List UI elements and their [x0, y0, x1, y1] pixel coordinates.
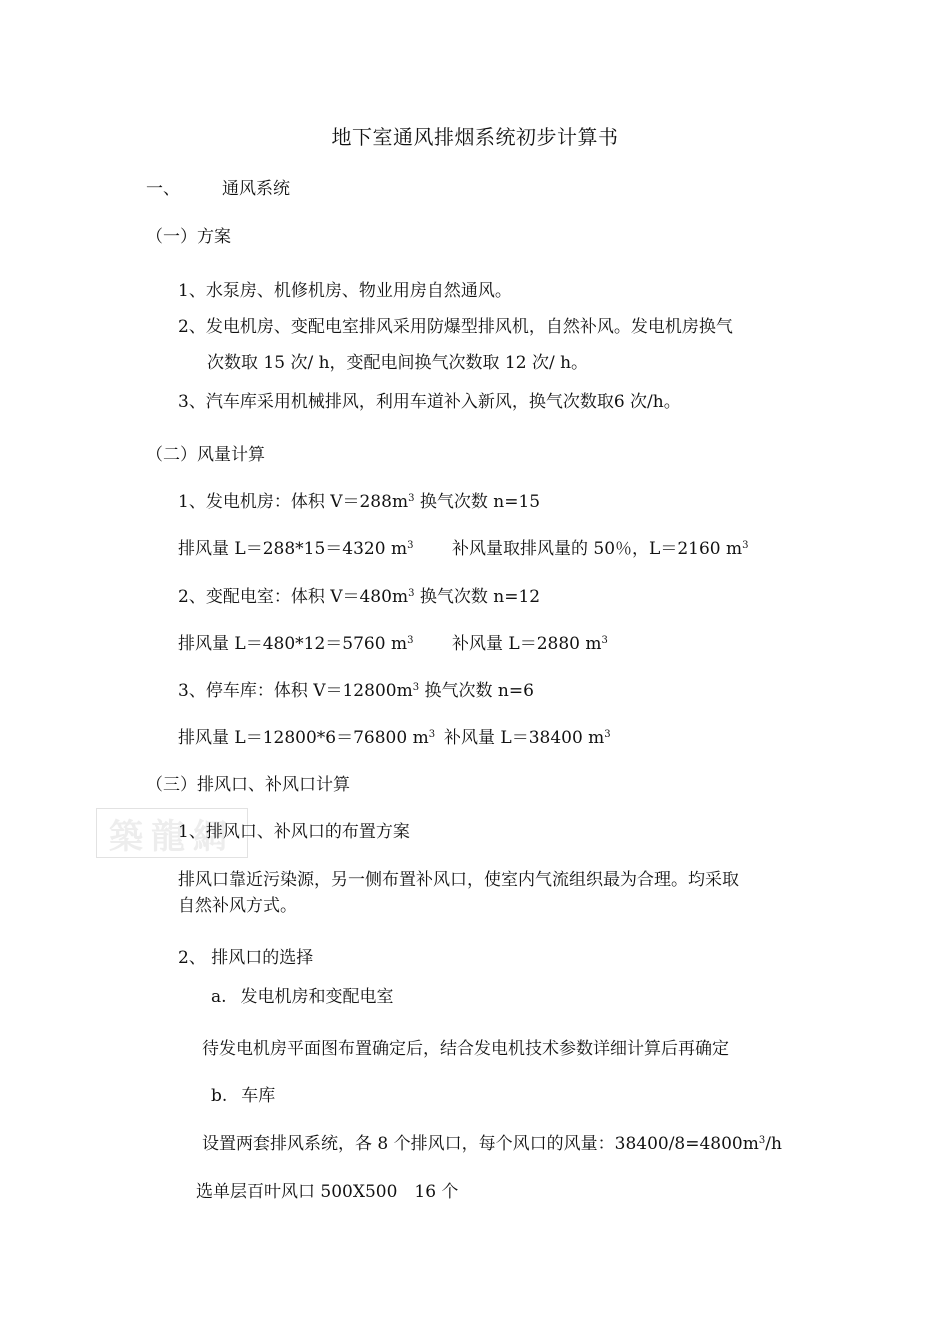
- substation-volume-text: 2、变配电室：体积 V＝480m: [178, 587, 409, 607]
- substation-volume: [178, 586, 540, 608]
- gen-room-exhaust: [178, 538, 413, 560]
- item-a: [211, 986, 394, 1008]
- substation-air-changes: 换气次数 n=12: [414, 587, 541, 607]
- subsection-heading-airflow: （二）风量计算: [146, 445, 265, 465]
- item-a-text: 发电机房和变配电室: [240, 987, 394, 1007]
- subsection-heading-vents: （三）排风口、补风口计算: [146, 775, 350, 795]
- superscript: 3: [742, 540, 749, 551]
- section-title: 通风系统: [222, 179, 290, 199]
- garage-volume: [178, 680, 534, 702]
- superscript: 3: [408, 588, 415, 599]
- exhaust-vent-selection-heading: 2、 排风口的选择: [178, 948, 314, 968]
- item-b-text: 车库: [241, 1086, 276, 1106]
- gen-room-exhaust-text: 排风量 L＝288*15＝4320 m: [178, 539, 408, 559]
- subsection-heading-plan: （一）方案: [146, 227, 231, 247]
- vent-layout-text-line-1: 排风口靠近污染源，另一侧布置补风口，使室内气流组织最为合理。均采取: [178, 870, 739, 890]
- gen-room-supply: [452, 538, 749, 560]
- substation-supply-text: 补风量 L＝2880 m: [452, 634, 602, 654]
- garage-air-changes: 换气次数 n=6: [419, 681, 534, 701]
- superscript: 3: [428, 729, 436, 740]
- garage-supply-text: 补风量 L＝38400 m: [444, 728, 605, 748]
- superscript: 3: [408, 493, 415, 504]
- gen-room-air-changes: 换气次数 n=15: [414, 492, 541, 512]
- garage-exhaust: [178, 727, 435, 749]
- vent-layout-heading: 1、排风口、补风口的布置方案: [178, 822, 410, 842]
- garage-supply: [444, 727, 611, 749]
- plan-item-2-line-2: 次数取 15 次/ h，变配电间换气次数取 12 次/ h。: [207, 353, 589, 373]
- substation-exhaust: [178, 633, 413, 655]
- section-heading: [146, 178, 290, 200]
- gen-room-volume: [178, 491, 540, 513]
- watermark-text: 築龍網: [109, 816, 235, 857]
- superscript: 3: [758, 1135, 766, 1146]
- superscript: 3: [412, 682, 420, 693]
- superscript: 3: [407, 635, 414, 646]
- item-b-detail: [202, 1133, 782, 1155]
- substation-exhaust-text: 排风量 L＝480*12＝5760 m: [178, 634, 408, 654]
- item-b: [211, 1085, 275, 1107]
- superscript: 3: [604, 729, 611, 740]
- plan-item-3: 3、汽车库采用机械排风，利用车道补入新风，换气次数取6 次/h。: [178, 392, 681, 412]
- superscript: 3: [407, 540, 414, 551]
- section-number: 一、: [146, 179, 180, 199]
- item-a-detail: 待发电机房平面图布置确定后，结合发电机技术参数详细计算后再确定: [202, 1039, 729, 1059]
- item-b-label: b.: [211, 1086, 228, 1106]
- garage-exhaust-text: 排风量 L＝12800*6＝76800 m: [178, 728, 429, 748]
- garage-volume-text: 3、停车库：体积 V＝12800m: [178, 681, 413, 701]
- item-a-label: a.: [211, 987, 227, 1007]
- plan-item-2-line-1: 2、发电机房、变配电室排风采用防爆型排风机，自然补风。发电机房换气: [178, 317, 733, 337]
- superscript: 3: [601, 635, 608, 646]
- vent-selection-result: 选单层百叶风口 500X500 16 个: [196, 1182, 459, 1202]
- substation-supply: [452, 633, 608, 655]
- gen-room-supply-text: 补风量取排风量的 50％，L＝2160 m: [452, 539, 743, 559]
- item-b-detail-text: 设置两套排风系统，各 8 个排风口，每个风口的风量：38400/8=4800m: [202, 1134, 759, 1154]
- vent-layout-text-line-2: 自然补风方式。: [178, 896, 297, 916]
- document-title: 地下室通风排烟系统初步计算书: [331, 125, 619, 149]
- item-b-detail-unit: /h: [765, 1134, 782, 1154]
- plan-item-1: 1、水泵房、机修机房、物业用房自然通风。: [178, 281, 512, 301]
- gen-room-volume-text: 1、发电机房：体积 V＝288m: [178, 492, 409, 512]
